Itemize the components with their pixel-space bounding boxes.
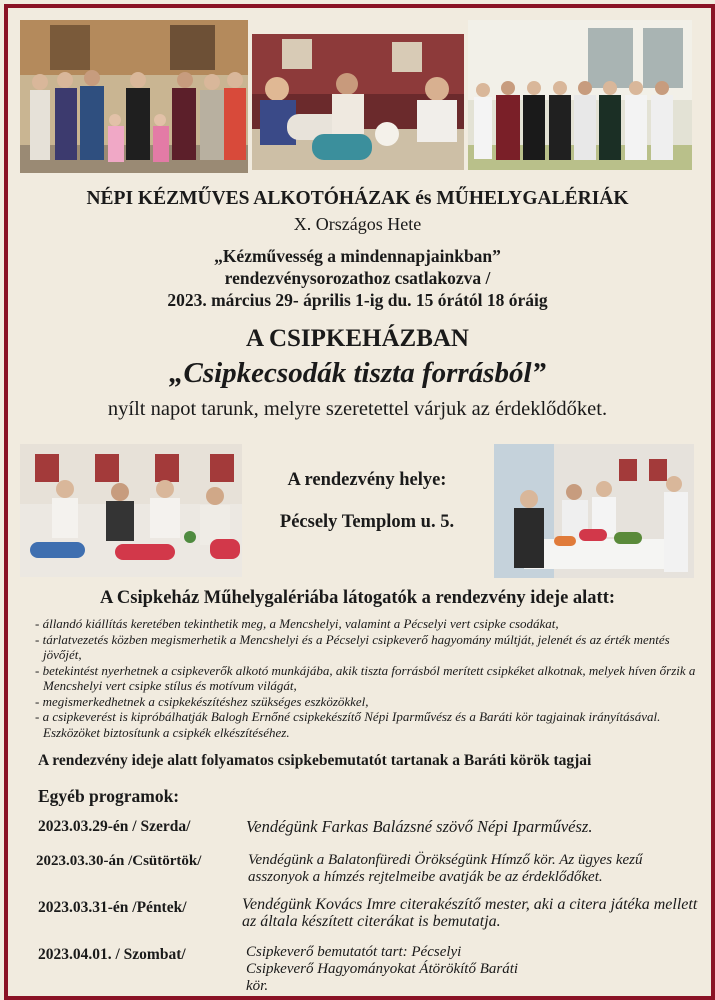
motto: „Csipkecsodák tiszta forrásból” — [168, 357, 547, 389]
venue-label: A rendezvény helye: — [287, 470, 447, 490]
list-item: - állandó kiállítás keretében tekinthetik meg, a Mencshelyi, valamint a Pécselyi vert csipke csodákat, — [35, 616, 559, 631]
program-date: 2023.03.30-án /Csütörtök/ — [36, 853, 202, 869]
program-text: Vendégünk a Balatonfüredi Örökségünk Hímző kör. Az ügyes kezű asszonyok a hímzés rejtelmeibe avatják be az érdeklődőket. — [248, 852, 643, 885]
invitation: nyílt napot tarunk, melyre szeretettel várjuk az érdeklődőket. — [107, 398, 608, 420]
list-item: - tárlatvezetés közben megismerhetik a Mencshelyi és a Pécselyi csipkeverő hagyomány múltját, jelenét és az érték mentés jövőjét, — [35, 631, 670, 662]
program-date: 2023.04.01. / Szombat/ — [38, 946, 186, 963]
venue-address: Pécsely Templom u. 5. — [279, 512, 455, 532]
photo-group-outdoor — [20, 20, 248, 173]
list-item: - betekintést nyerhetnek a csipkeverők alkotó munkájába, akik tiszta forrásból merített csipkéket alkotnak, melyek híven őrzik a Mencshelyi vert csipke stílus és motívum világát, — [35, 662, 696, 693]
program-date: 2023.03.31-én /Péntek/ — [38, 899, 187, 916]
continuous-demo: A rendezvény ideje alatt folyamatos csipkebemutatót tartanak a Baráti körök tagjai — [38, 752, 592, 769]
list-item: - megismerkedhetnek a csipkekészítéshez szükséges eszközökkel, — [35, 693, 369, 709]
place-title: A CSIPKEHÁZBAN — [246, 325, 469, 352]
photo-lacemakers-working — [252, 34, 464, 170]
program-date: 2023.03.29-én / Szerda/ — [38, 818, 191, 835]
header-title: NÉPI KÉZMŰVES ALKOTÓHÁZAK és MŰHELYGALÉRIÁK — [86, 188, 629, 209]
program-text: Vendégünk Kovács Imre citerakészítő mester, aki a citera játéka mellett az általa készített citerákat is bemutatja. — [242, 896, 698, 930]
photo-workshop — [494, 444, 694, 578]
program-text: Csipkeverő bemutatót tart: Pécselyi Csipkeverő Hagyományokat Átörökítő Baráti kör. — [246, 944, 519, 994]
list-item: - a csipkeverést is kipróbálhatják Balogh Ernőné csipkekészítő Népi Iparművész és a Baráti kör tagjainak irányításával. Eszközöket biztosítunk a csipkék elkészítéséhez. — [35, 709, 661, 740]
other-programs-heading: Egyéb programok: — [38, 786, 180, 806]
visitors-list — [35, 616, 700, 740]
visitors-heading: A Csipkeház Műhelygalériába látogatók a rendezvény ideje alatt: — [99, 588, 616, 608]
photo-lace-demo — [20, 444, 242, 577]
header-subtitle: X. Országos Hete — [293, 214, 422, 234]
series-join: rendezvénysorozathoz csatlakozva / — [224, 268, 491, 288]
event-dates: 2023. március 29- április 1-ig du. 15 órától 18 óráig — [167, 290, 548, 310]
series-name: „Kézművesség a mindennapjainkban” — [214, 246, 501, 266]
program-text: Vendégünk Farkas Balázsné szövő Népi Iparművész. — [246, 817, 593, 836]
photo-group-building — [468, 20, 692, 170]
